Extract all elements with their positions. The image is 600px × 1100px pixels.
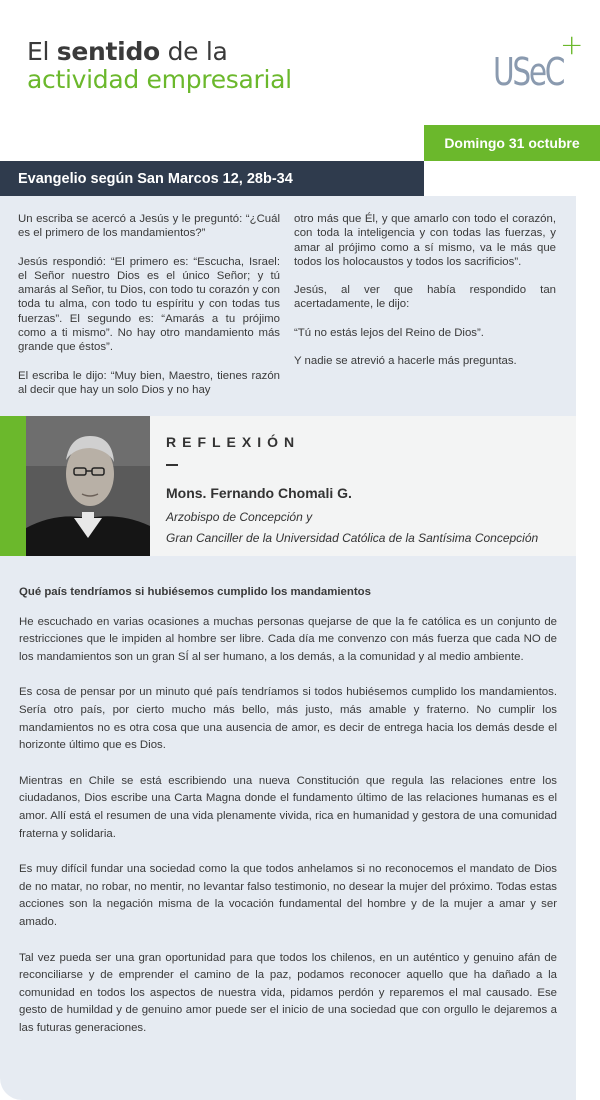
article-panel bbox=[0, 556, 576, 1100]
date-badge: Domingo 31 octubre bbox=[424, 125, 600, 161]
gospel-paragraph: Jesús respondió: “El primero es: “Escucha, Israel: el Señor nuestro Dios es el único Señor; y tú amarás al Señor, tu Dios, con todo tu corazón y con toda tu alma, con todo tu espíritu y con todas tus fuerzas”. El segundo es: “Amarás a tu prójimo como a ti mismo”. No hay otro mandamiento más grande que éstos”. bbox=[18, 255, 280, 354]
title-post: de la bbox=[159, 37, 228, 66]
gospel-heading: Evangelio según San Marcos 12, 28b-34 bbox=[0, 161, 424, 196]
gospel-paragraph: Jesús, al ver que había respondido tan acertadamente, le dijo: bbox=[294, 284, 556, 311]
gospel-column-right bbox=[294, 212, 556, 382]
accent-bar bbox=[0, 416, 26, 556]
author-name: Mons. Fernando Chomali G. bbox=[166, 485, 352, 501]
gospel-paragraph: Y nadie se atrevió a hacerle más preguntas. bbox=[294, 355, 517, 368]
title-line-1 bbox=[27, 38, 292, 66]
article-paragraph: Mientras en Chile se está escribiendo una nueva Constitución que regula las relaciones entre los ciudadanos, Dios escribe una Carta Magna donde el fundamento último de las relaciones humanas es el amor. Allí está el resumen de una vida plenamente vivida, rica en humanidad y gestora de una comunidad fraterna y solidaria. bbox=[19, 774, 557, 840]
article-paragraph: Es cosa de pensar por un minuto qué país tendríamos si todos hubiésemos cumplido los mandamientos. Sería otro país, por cierto mucho más bello, más justo, más amable y fraterno. No cumplir los mandamientos no es otra cosa que una ausencia de amor, es decir de entrega hacia los demás desde el horizonte último que es Dios. bbox=[19, 686, 557, 752]
author-photo bbox=[26, 416, 150, 556]
article-heading: Qué país tendríamos si hubiésemos cumplido los mandamientos bbox=[19, 586, 371, 598]
gospel-paragraph: otro más que Él, y que amarlo con todo el corazón, con toda la inteligencia y con todas las fuerzas, y amar al prójimo como a sí mismo, va le más que todos los holocaustos y todos los sacrificios”. bbox=[294, 213, 556, 268]
article-paragraph: Es muy difícil fundar una sociedad como la que todos anhelamos si no reconocemos el mandato de Dios de no matar, no robar, no mentir, no levantar falso testimonio, no desear la mujer del próximo. Todas estas acciones son la negación misma de la vocación fundamental del hombre y de la mujer a amar y ser amado. bbox=[19, 863, 557, 928]
author-role-2: Gran Canciller de la Universidad Católica de la Santísima Concepción bbox=[166, 531, 539, 545]
article-body bbox=[19, 584, 557, 1055]
reflexion-panel bbox=[150, 416, 576, 556]
usec-logo bbox=[493, 30, 583, 96]
gospel-column-left bbox=[18, 212, 280, 411]
title-pre: El bbox=[27, 37, 57, 66]
gospel-paragraph: Un escriba se acercó a Jesús y le preguntó: “¿Cuál es el primero de los mandamientos?” bbox=[18, 213, 280, 240]
page-title bbox=[27, 38, 292, 94]
gospel-paragraph: “Tú no estás lejos del Reino de Dios”. bbox=[294, 326, 484, 339]
title-line-2: actividad empresarial bbox=[27, 65, 292, 94]
article-paragraph: He escuchado en varias ocasiones a muchas personas quejarse de que la fe católica es un conjunto de restricciones que le impiden al hombre ser libre. Cada día me convenzo con más fuerza que cada NO de los mandamientos son un gran SÍ al ser humano, a los demás, a la comunidad y al medio ambiente. bbox=[19, 615, 557, 663]
gospel-paragraph: El escriba le dijo: “Muy bien, Maestro, tienes razón al decir que hay un solo Dios y no hay bbox=[18, 369, 280, 396]
article-paragraph: Tal vez pueda ser una gran oportunidad para que todos los chilenos, en un auténtico y genuino afán de reconciliarse y de emprender el camino de la paz, podamos reconocer aquello que ha dañado a la comunidad en todos los aspectos de nuestra vida, pidamos perdón y reparemos el mal causado. Ese gesto de humildad y de genuino amor puede ser el inicio de una sociedad que con orgullo le dejaremos a las futuras generaciones. bbox=[19, 951, 557, 1034]
divider bbox=[166, 464, 178, 466]
title-bold: sentido bbox=[56, 37, 160, 66]
logo-text: USeC bbox=[493, 50, 564, 94]
author-role-1: Arzobispo de Concepción y bbox=[166, 510, 313, 524]
author-portrait-icon bbox=[26, 416, 150, 556]
gospel-panel bbox=[0, 196, 576, 416]
reflexion-title: REFLEXIÓN bbox=[166, 434, 301, 450]
plus-icon: + bbox=[560, 28, 584, 61]
